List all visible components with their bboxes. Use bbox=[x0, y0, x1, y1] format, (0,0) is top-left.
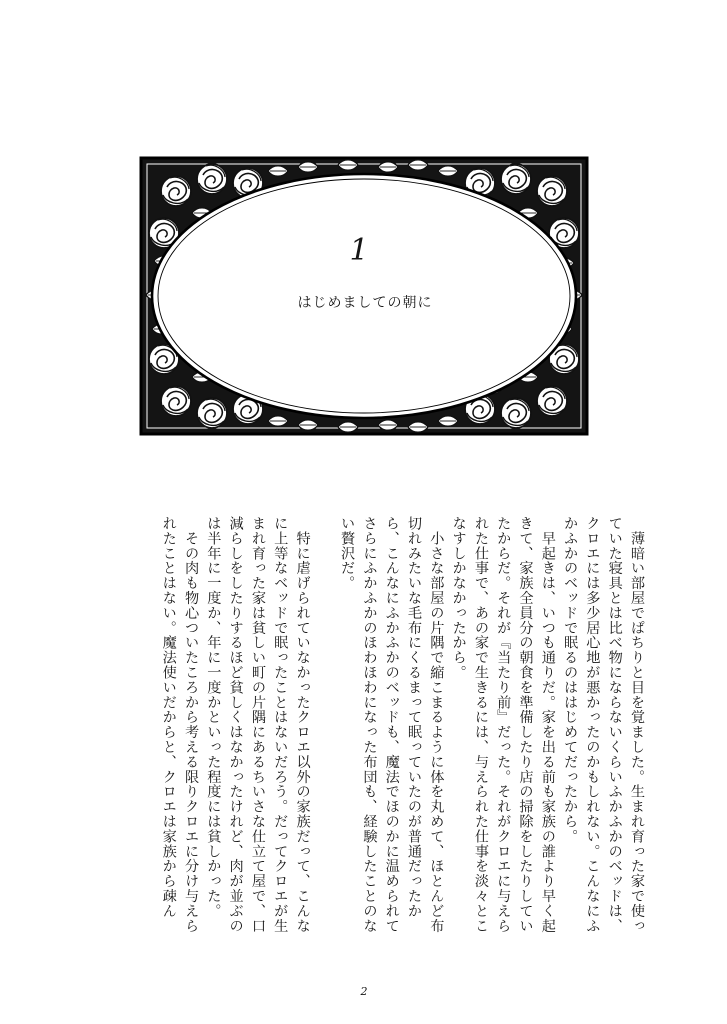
chapter-number: 1 bbox=[349, 233, 369, 268]
paragraph: 小さな部屋の片隅で縮こまるように体を丸めて、ほとんど布切れみたいな毛布にくるまって眠っていたのが普通だったから、こんなにふかふかのベッドも、魔法でほのかに温められてさらにふかふかのほわほわになった布団も、経験したことのない贅沢だ。 bbox=[339, 516, 445, 934]
chapter-title: はじめましての朝に bbox=[297, 295, 433, 311]
paragraph: その肉も物心ついたころから考える限りクロエに分け与えられたことはない。魔法使いだからと、クロエは家族から疎ん bbox=[160, 516, 200, 934]
paragraph: 早起きは、いつも通りだ。家を出る前も家族の誰より早く起きて、家族全員分の朝食を準備したり店の掃除をしたりしていたからだ。それが『当たり前』だった。それがクロエに与えられた仕事で、あの家で生きるには、与えられた仕事を淡々とこなすしかなかったから。 bbox=[450, 516, 556, 934]
paragraph: 特に虐げられていなかったクロエ以外の家族だって、こんなに上等なベッドで眠ったことはないだろう。だってクロエが生まれ育った家は貧しい町の片隅にあるちいさな仕立て屋で、口減らしをしたりするほど貧しくはなかったけれど、肉が並ぶのは半年に一度か、年に一度かといった程度には貧しかった。 bbox=[205, 516, 311, 934]
page-number: 2 bbox=[360, 985, 368, 998]
paragraph: 薄暗い部屋でぱちりと目を覚ました。生まれ育った家で使っていた寝具とは比べ物にならないくらいふかふかのベッドは、クロエには多少居心地が悪かったのかもしれない。こんなにふかふかのベッドで眠るのははじめてだったから。 bbox=[562, 516, 645, 934]
body-text bbox=[86, 516, 648, 936]
